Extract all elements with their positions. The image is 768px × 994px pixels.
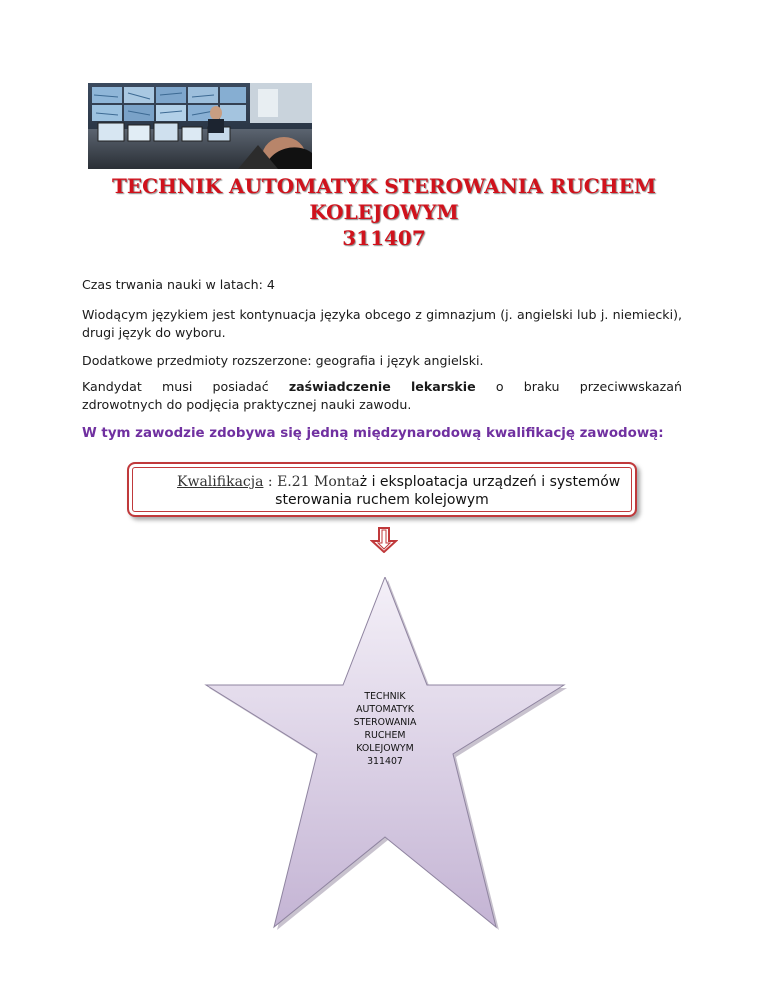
control-room-photo xyxy=(88,83,312,169)
page-title-line-2: KOLEJOWYM xyxy=(309,200,459,224)
star-line: AUTOMATYK xyxy=(356,704,414,715)
candidate-word: posiadać xyxy=(212,379,269,394)
star-label xyxy=(320,690,450,768)
duration-paragraph: Czas trwania nauki w latach: 4 xyxy=(82,277,275,292)
candidate-word: braku xyxy=(523,379,560,394)
page-title-code: 311407 xyxy=(342,226,426,250)
candidate-word: Kandydat xyxy=(82,379,142,394)
candidate-word: musi xyxy=(162,379,193,394)
star-line: STEROWANIA xyxy=(353,717,417,728)
candidate-word: o xyxy=(495,379,504,394)
qualification-line-1 xyxy=(177,474,620,491)
candidate-line-2: zdrowotnych do podjęcia praktycznej nauki zawodu. xyxy=(82,397,412,412)
qualification-heading: W tym zawodzie zdobywa się jedną międzynarodową kwalifikację zawodową: xyxy=(82,426,664,441)
extra-subjects-paragraph: Dodatkowe przedmioty rozszerzone: geografia i język angielski. xyxy=(82,353,484,368)
qualification-line-2: sterowania ruchem kolejowym xyxy=(275,492,489,508)
star-line: TECHNIK xyxy=(364,691,406,702)
star-line: KOLEJOWYM xyxy=(356,743,414,754)
medical-word: lekarskie xyxy=(410,379,476,394)
medical-certificate-text: zaświadczenie xyxy=(288,379,391,394)
language-paragraph: Wiodącym językiem jest kontynuacja języka obcego z gimnazjum (j. angielski lub j. niemiecki), drugi język do wyboru. xyxy=(82,307,682,340)
qualification-text-1: ż i eksploatacja urządzeń i systemów xyxy=(359,474,621,490)
qualification-box xyxy=(127,462,637,517)
candidate-word: przeciwwskazań xyxy=(579,379,682,394)
down-arrow-icon xyxy=(370,527,398,553)
qualification-code: E.21 Monta xyxy=(277,474,360,490)
star-line: RUCHEM xyxy=(364,730,406,741)
candidate-paragraph xyxy=(82,378,682,414)
star-line: 311407 xyxy=(367,756,403,767)
qualification-separator: : xyxy=(263,474,278,490)
page-title-line-1: TECHNIK AUTOMATYK STEROWANIA RUCHEM xyxy=(112,174,656,198)
qualification-prefix: Kwalifikacja xyxy=(177,474,264,490)
